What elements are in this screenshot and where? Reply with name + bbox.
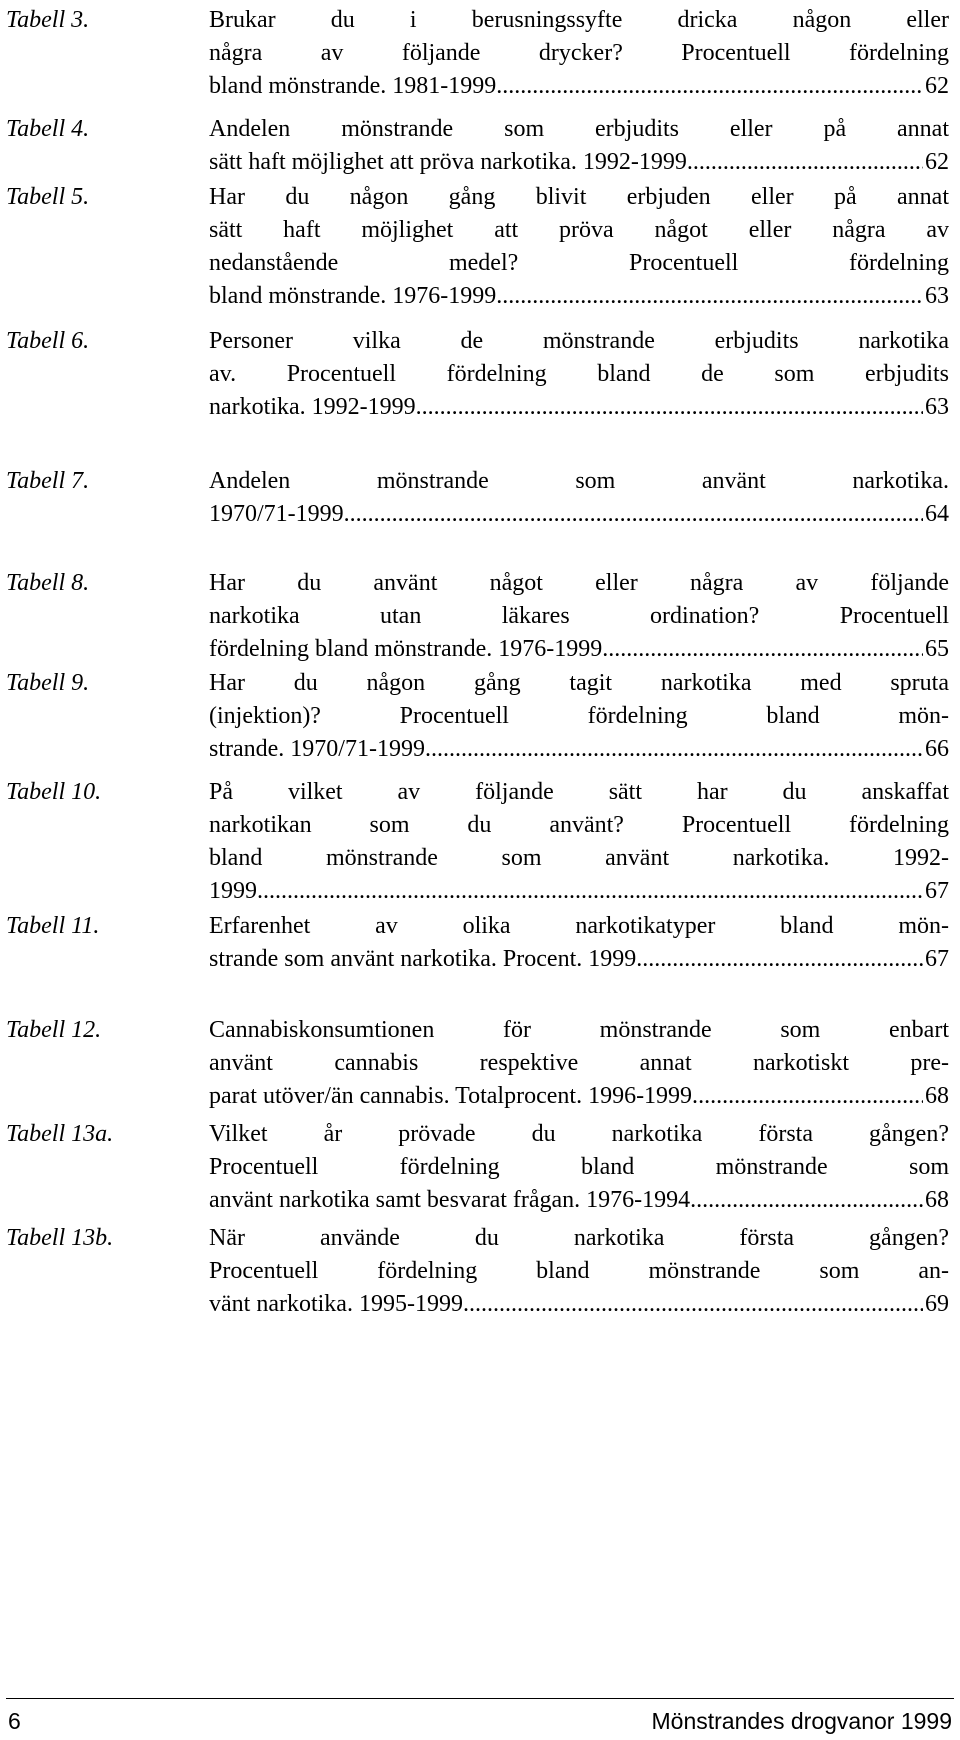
caption-line: bland mönstrande som använt narkotika. 1992- xyxy=(209,845,949,871)
caption-line-text: strande. 1970/71-1999. xyxy=(209,736,431,762)
caption-line: Cannabiskonsumtionen för mönstrande som enbart xyxy=(209,1017,949,1043)
caption-line: Procentuell fördelning bland mönstrande som xyxy=(209,1154,949,1180)
dot-leader xyxy=(422,391,923,424)
caption-line: nedanstående medel? Procentuell fördelning xyxy=(209,250,949,276)
caption-line-text: använt narkotika samt besvarat frågan. 1976-1994. xyxy=(209,1187,697,1213)
page-number: 66 xyxy=(925,736,949,762)
table-caption xyxy=(209,1222,949,1321)
page-number: 65 xyxy=(925,636,949,662)
caption-line: På vilket av följande sätt har du anskaffat xyxy=(209,779,949,805)
page-number: 67 xyxy=(925,878,949,904)
page-number: 68 xyxy=(925,1083,949,1109)
table-label: Tabell 8. xyxy=(6,570,90,596)
caption-line xyxy=(209,1080,949,1113)
table-caption xyxy=(209,4,949,103)
caption-line: Erfarenhet av olika narkotikatyper bland mön- xyxy=(209,913,949,939)
table-label: Tabell 12. xyxy=(6,1017,102,1043)
caption-line xyxy=(209,146,949,179)
caption-line: några av följande drycker? Procentuell fördelning xyxy=(209,40,949,66)
caption-line-text: bland mönstrande. 1976-1999. xyxy=(209,283,503,309)
table-caption xyxy=(209,113,949,179)
table-caption xyxy=(209,667,949,766)
table-caption xyxy=(209,567,949,666)
caption-line: Har du någon gång blivit erbjuden eller på annat xyxy=(209,184,949,210)
caption-line: När använde du narkotika första gången? xyxy=(209,1225,949,1251)
table-label: Tabell 4. xyxy=(6,116,90,142)
caption-line xyxy=(209,391,949,424)
table-caption xyxy=(209,325,949,424)
caption-line: narkotika utan läkares ordination? Procentuell xyxy=(209,603,949,629)
caption-line-text: fördelning bland mönstrande. 1976-1999. xyxy=(209,636,609,662)
page-number: 62 xyxy=(925,149,949,175)
page-number: 62 xyxy=(925,73,949,99)
footer-title: Mönstrandes drogvanor 1999 xyxy=(651,1708,952,1734)
caption-line: Brukar du i berusningssyfte dricka någon eller xyxy=(209,7,949,33)
dot-leader xyxy=(350,498,923,531)
caption-line: Har du använt något eller några av följande xyxy=(209,570,949,596)
caption-line: (injektion)? Procentuell fördelning bland mön- xyxy=(209,703,949,729)
table-caption xyxy=(209,465,949,531)
caption-line-text: narkotika. 1992-1999. xyxy=(209,394,422,420)
page-number: 63 xyxy=(925,394,949,420)
caption-line: Vilket år prövade du narkotika första gången? xyxy=(209,1121,949,1147)
caption-line-text: 1999. xyxy=(209,878,263,904)
caption-line xyxy=(209,1184,949,1217)
dot-leader xyxy=(698,1080,923,1113)
dot-leader xyxy=(608,633,923,666)
caption-line: Personer vilka de mönstrande erbjudits narkotika xyxy=(209,328,949,354)
caption-line xyxy=(209,733,949,766)
caption-line xyxy=(209,875,949,908)
caption-line: Har du någon gång tagit narkotika med spruta xyxy=(209,670,949,696)
caption-line xyxy=(209,1288,949,1321)
caption-line: narkotikan som du använt? Procentuell fördelning xyxy=(209,812,949,838)
dot-leader xyxy=(469,1288,923,1321)
caption-line xyxy=(209,280,949,313)
caption-line-text: bland mönstrande. 1981-1999. xyxy=(209,73,503,99)
caption-line: av. Procentuell fördelning bland de som erbjudits xyxy=(209,361,949,387)
table-caption xyxy=(209,1118,949,1217)
page-number: 68 xyxy=(925,1187,949,1213)
dot-leader xyxy=(696,1184,923,1217)
caption-line xyxy=(209,70,949,103)
caption-line: Procentuell fördelning bland mönstrande som an- xyxy=(209,1258,949,1284)
table-label: Tabell 5. xyxy=(6,184,90,210)
caption-line-text: parat utöver/än cannabis. Totalprocent. 1996-1999. xyxy=(209,1083,699,1109)
page-number: 67 xyxy=(925,946,949,972)
footer-rule xyxy=(6,1698,954,1699)
caption-line xyxy=(209,633,949,666)
footer-page-number: 6 xyxy=(8,1708,21,1734)
caption-line: Andelen mönstrande som erbjudits eller på annat xyxy=(209,116,949,142)
page-number: 63 xyxy=(925,283,949,309)
page-number: 64 xyxy=(925,501,949,527)
table-caption xyxy=(209,910,949,976)
caption-line-text: vänt narkotika. 1995-1999. xyxy=(209,1291,469,1317)
table-label: Tabell 9. xyxy=(6,670,90,696)
dot-leader xyxy=(693,146,923,179)
caption-line-text: 1970/71-1999. xyxy=(209,501,350,527)
caption-line: Andelen mönstrande som använt narkotika. xyxy=(209,468,949,494)
table-label: Tabell 7. xyxy=(6,468,90,494)
table-label: Tabell 11. xyxy=(6,913,100,939)
caption-line xyxy=(209,943,949,976)
caption-line: sätt haft möjlighet att pröva något eller några av xyxy=(209,217,949,243)
page-number: 69 xyxy=(925,1291,949,1317)
dot-leader xyxy=(642,943,923,976)
table-caption xyxy=(209,181,949,313)
caption-line-text: sätt haft möjlighet att pröva narkotika. 1992-1999. xyxy=(209,149,693,175)
table-caption xyxy=(209,1014,949,1113)
table-label: Tabell 13a. xyxy=(6,1121,114,1147)
dot-leader xyxy=(502,280,923,313)
table-label: Tabell 3. xyxy=(6,7,90,33)
dot-leader xyxy=(502,70,923,103)
table-label: Tabell 6. xyxy=(6,328,90,354)
dot-leader xyxy=(263,875,923,908)
caption-line: använt cannabis respektive annat narkotiskt pre- xyxy=(209,1050,949,1076)
table-label: Tabell 13b. xyxy=(6,1225,114,1251)
caption-line xyxy=(209,498,949,531)
table-caption xyxy=(209,776,949,908)
caption-line-text: strande som använt narkotika. Procent. 1999. xyxy=(209,946,643,972)
table-label: Tabell 10. xyxy=(6,779,102,805)
dot-leader xyxy=(431,733,923,766)
